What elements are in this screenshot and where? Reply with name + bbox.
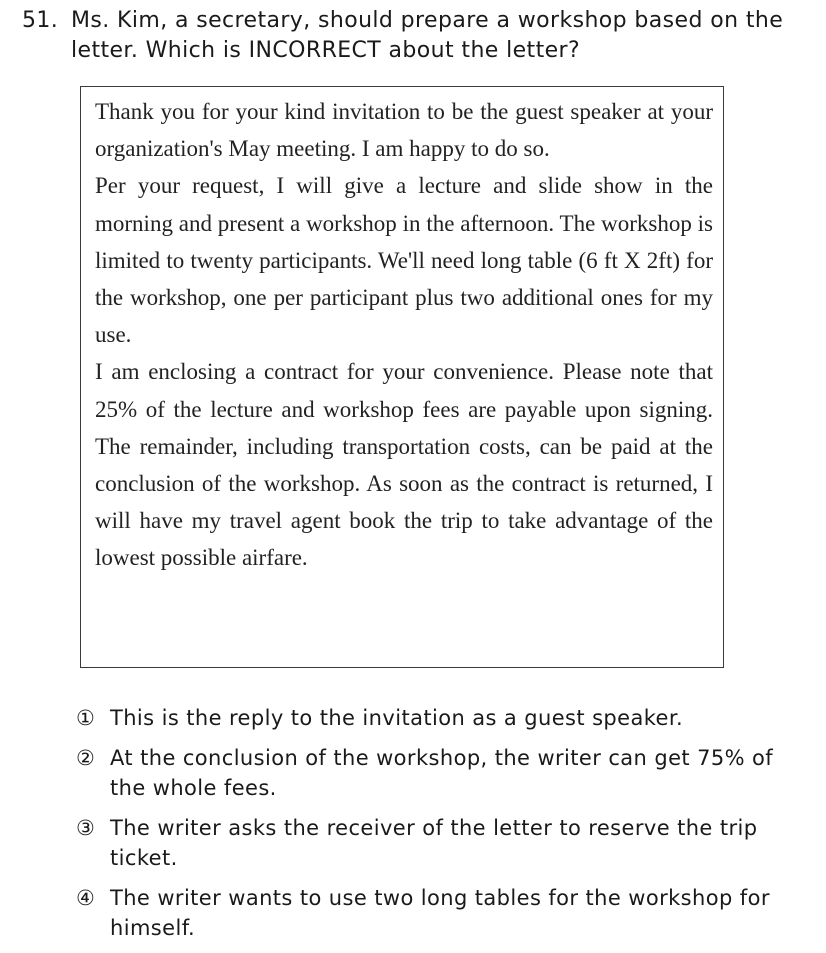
- passage-paragraph-1: Thank you for your kind invitation to be the guest speaker at your organization's May meeting. I am happy to do so.: [95, 99, 713, 162]
- option-marker-1: ①: [76, 706, 96, 730]
- answer-option-2[interactable]: [76, 743, 796, 803]
- option-text-4: The writer wants to use two long tables for the workshop for himself.: [110, 886, 770, 940]
- answer-option-3[interactable]: [76, 813, 796, 873]
- question-stem: [22, 6, 812, 66]
- option-marker-3: ③: [76, 816, 96, 840]
- option-text-1: This is the reply to the invitation as a guest speaker.: [110, 706, 684, 730]
- answer-option-4[interactable]: [76, 883, 796, 943]
- question-number: 51.: [22, 8, 59, 33]
- question-text: Ms. Kim, a secretary, should prepare a workshop based on the letter. Which is INCORRECT about the letter?: [71, 8, 784, 63]
- passage-paragraph-3: I am enclosing a contract for your convenience. Please note that 25% of the lecture and workshop fees are payable upon signing. The remainder, including transportation costs, can be paid at the conclusion of the workshop. As soon as the contract is returned, I will have my travel agent book the trip to take advantage of the lowest possible airfare.: [95, 359, 713, 571]
- option-text-2: At the conclusion of the workshop, the writer can get 75% of the whole fees.: [110, 746, 774, 800]
- answer-options: [76, 703, 796, 953]
- option-marker-2: ②: [76, 746, 96, 770]
- passage-paragraph-2: Per your request, I will give a lecture and slide show in the morning and present a workshop in the afternoon. The workshop is limited to twenty participants. We'll need long table (6 ft X 2ft) for the workshop, one per participant plus two additional ones for my use.: [95, 173, 713, 348]
- option-marker-4: ④: [76, 886, 96, 910]
- answer-option-1[interactable]: [76, 703, 796, 733]
- letter-passage-box: [80, 86, 724, 668]
- option-text-3: The writer asks the receiver of the letter to reserve the trip ticket.: [110, 816, 758, 870]
